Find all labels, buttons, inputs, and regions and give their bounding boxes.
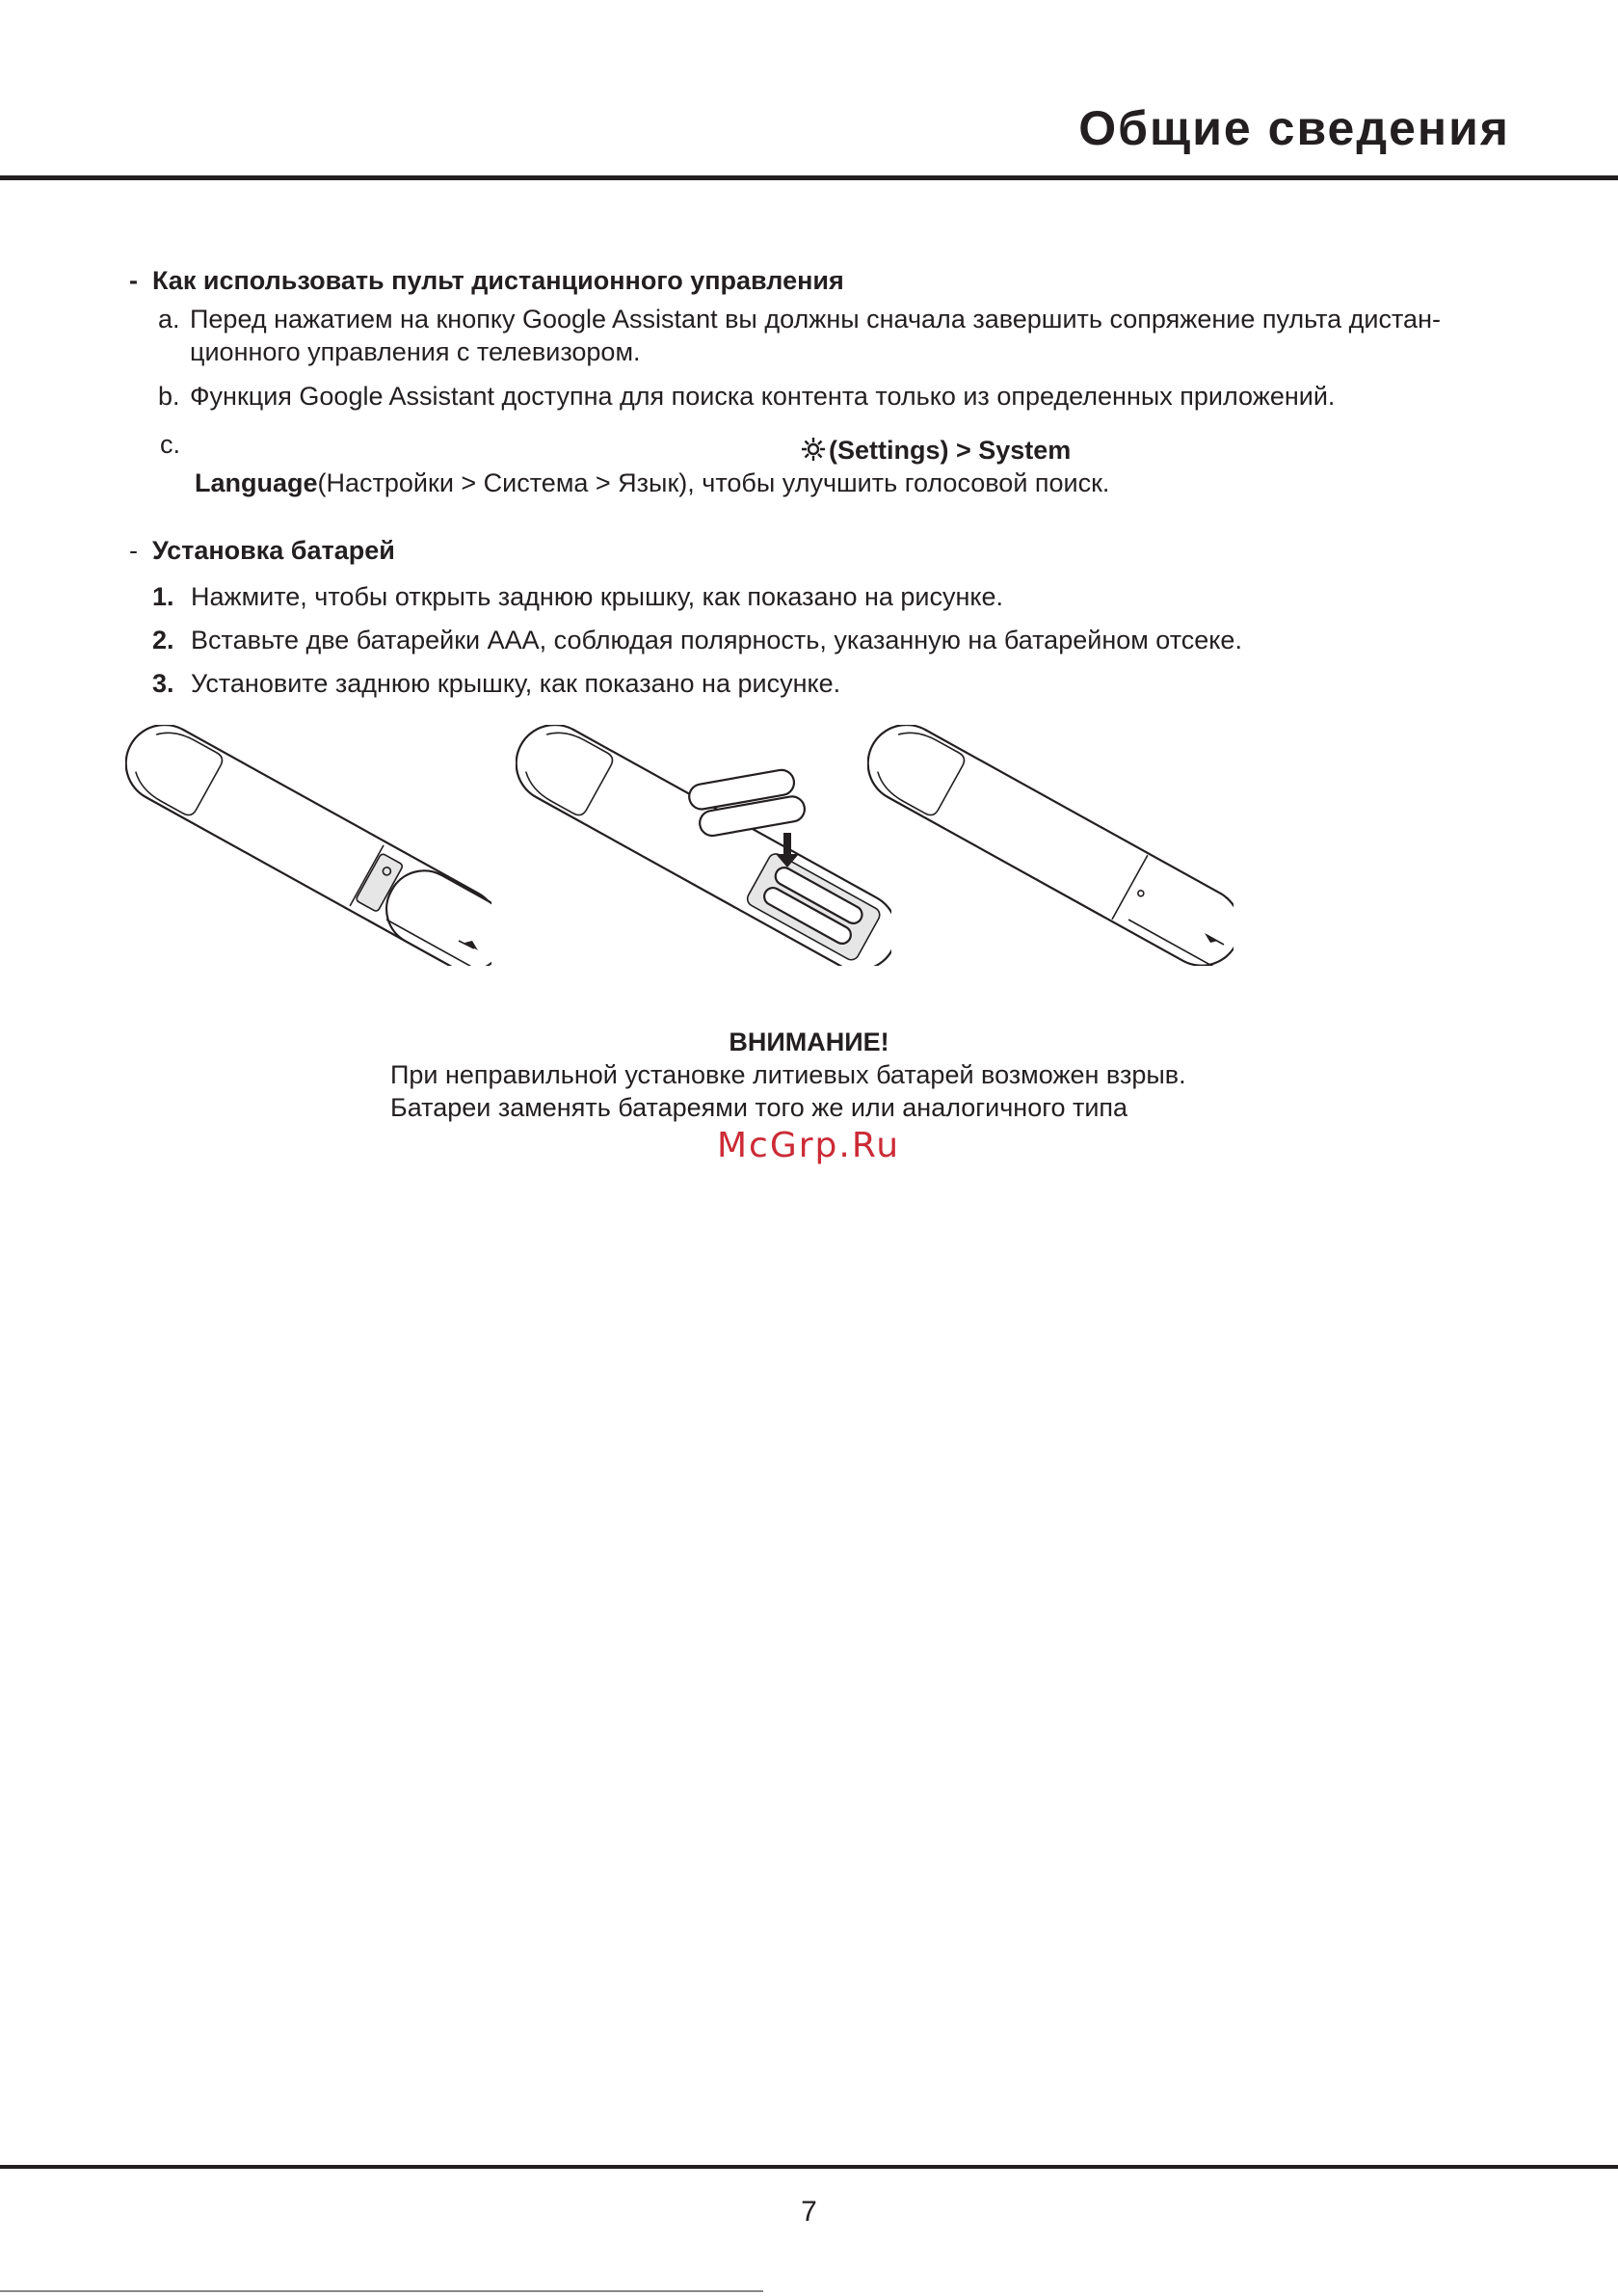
- item-a-marker: a.: [158, 305, 180, 334]
- watermark: McGrp.Ru: [717, 1126, 901, 1165]
- warning-line-2: Батареи заменять батареями того же или аналогичного типа: [390, 1093, 1128, 1122]
- step-1-number: 1.: [152, 582, 174, 611]
- warning-title: ВНИМАНИЕ!: [729, 1028, 889, 1056]
- header-rule: [0, 175, 1618, 180]
- item-c-line2: [195, 467, 1109, 499]
- settings-path-text: (Settings) > System: [829, 436, 1072, 465]
- step-2-text: Вставьте две батарейки AAA, соблюдая полярность, указанную на батарейном отсеке.: [191, 626, 1242, 654]
- section-remote-dash: -: [129, 266, 138, 295]
- footer-rule: [0, 2165, 1618, 2169]
- remote-insert-batteries-illustration: [516, 725, 891, 966]
- page-title: Общие сведения: [1078, 101, 1510, 155]
- item-a-line2: ционного управления с телевизором.: [190, 337, 641, 366]
- page-edge-line: [0, 2290, 763, 2292]
- settings-path: [800, 434, 1071, 470]
- remote-close-cover-illustration: [867, 725, 1233, 966]
- step-3-number: 3.: [152, 669, 174, 698]
- step-3-text: Установите заднюю крышку, как показано на рисунке.: [191, 669, 841, 698]
- step-2-number: 2.: [152, 626, 174, 654]
- item-b-marker: b.: [158, 382, 180, 411]
- section-batteries-dash: -: [129, 536, 138, 565]
- step-1-text: Нажмите, чтобы открыть заднюю крышку, как показано на рисунке.: [191, 582, 1004, 611]
- warning-line-1: При неправильной установке литиевых батарей возможен взрыв.: [390, 1060, 1186, 1089]
- item-a-line1: Перед нажатием на кнопку Google Assistant вы должны сначала завершить сопряжение пульта дистан-: [190, 305, 1441, 334]
- section-batteries-heading: Установка батарей: [152, 536, 395, 565]
- page-number: 7: [801, 2196, 817, 2228]
- section-remote-heading: Как использовать пульт дистанционного управления: [152, 266, 844, 295]
- language-label: Language: [195, 468, 318, 497]
- item-c-line2-rest: (Настройки > Система > Язык), чтобы улучшить голосовой поиск.: [317, 468, 1110, 497]
- remote-open-cover-illustration: [125, 725, 491, 966]
- item-b-line1: Функция Google Assistant доступна для поиска контента только из определенных приложений.: [190, 382, 1336, 411]
- gear-icon: [800, 436, 827, 470]
- item-c-marker: c.: [160, 430, 181, 459]
